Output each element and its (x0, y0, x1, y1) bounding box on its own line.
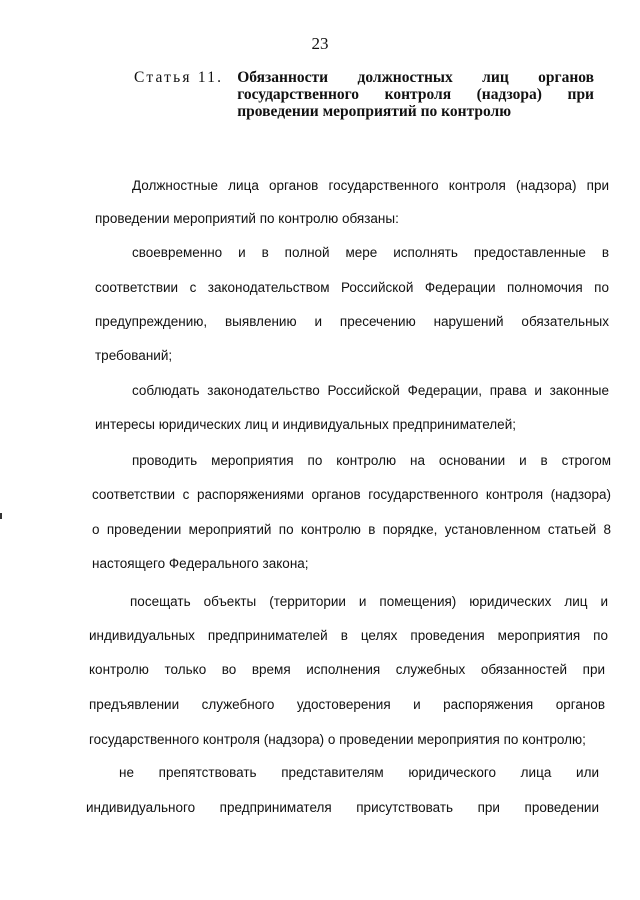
body-text-line: соблюдать законодательство Российской Федерации, права и законные (132, 383, 609, 398)
body-text-line: предъявлении служебного удостоверения и распоряжения органов (89, 697, 605, 712)
body-text-line: настоящего Федерального закона; (92, 556, 309, 571)
body-text-line: соответствии с распоряжениями органов государственного контроля (надзора) (92, 487, 611, 502)
body-text-line: требований; (95, 348, 173, 363)
body-text-line: проводить мероприятия по контролю на основании и в строгом (132, 453, 611, 468)
body-text-line: предупреждению, выявлению и пресечению нарушений обязательных (95, 314, 609, 329)
body-text-line: не препятствовать представителям юридического лица или (119, 765, 599, 780)
body-text-line: посещать объекты (территории и помещения) юридических лиц и (130, 594, 608, 609)
body-text-line: соответствии с законодательством Российской Федерации полномочия по (95, 280, 609, 295)
body-text-line: проведении мероприятий по контролю обязаны: (95, 211, 399, 226)
article-title-line: государственного контроля (надзора) при (237, 86, 594, 103)
article-title-line: Обязанности должностных лиц органов (237, 69, 594, 86)
article-title-line: проведении мероприятий по контролю (237, 103, 512, 120)
body-text-line: контролю только во время исполнения служебных обязанностей при (89, 662, 605, 677)
article-title (237, 69, 594, 120)
article-label: Статья 11. (134, 69, 224, 86)
body-text-line: государственного контроля (надзора) о проведении мероприятия по контролю; (89, 732, 586, 747)
body-text-line: индивидуальных предпринимателей в целях проведения мероприятия по (89, 628, 608, 643)
scan-margin-mark (0, 513, 2, 519)
body-text-line: Должностные лица органов государственного контроля (надзора) при (132, 178, 609, 193)
body-text-line: интересы юридических лиц и индивидуальных предпринимателей; (95, 417, 516, 432)
body-text-line: индивидуального предпринимателя присутствовать при проведении (86, 800, 599, 815)
body-text-line: о проведении мероприятий по контролю в порядке, установленном статьей 8 (92, 522, 611, 537)
body-text-line: своевременно и в полной мере исполнять предоставленные в (132, 245, 609, 260)
article-heading (134, 69, 594, 120)
page-number: 23 (311, 34, 329, 53)
